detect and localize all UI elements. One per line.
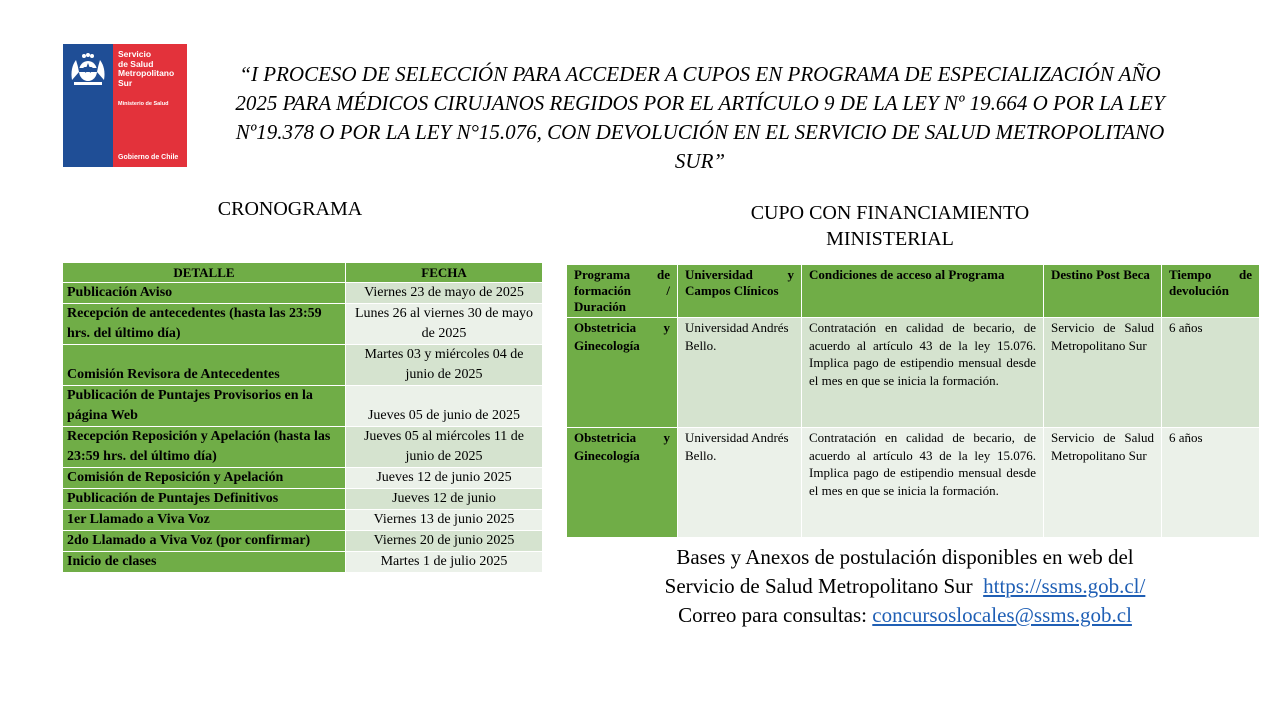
page-title: “I PROCESO DE SELECCIÓN PARA ACCEDER A CUPOS EN PROGRAMA DE ESPECIALIZACIÓN AÑO 2025 PARA MÉDICOS CIRUJANOS REGIDOS POR EL ARTÍCULO 9 DE LA LEY Nº 19.664 O POR LA LEY Nº19.378 O POR LA LEY N°15.076, CON DEVOLUCIÓN EN EL SERVICIO DE SALUD METROPOLITANO SUR” xyxy=(235,62,1165,173)
row-date: Viernes 13 de junio 2025 xyxy=(346,510,543,531)
coat-of-arms-icon xyxy=(68,50,108,88)
row-date: Jueves 05 al miércoles 11 de junio de 2025 xyxy=(346,427,543,468)
header-date: FECHA xyxy=(346,263,543,283)
header-detail: DETALLE xyxy=(63,263,346,283)
row-conditions: Contratación en calidad de becario, de acuerdo al artículo 43 de la ley 15.076. Implica pago de estipendio mensual desde el mes en que se inicia la formación. xyxy=(802,428,1044,538)
row-return-time: 6 años xyxy=(1162,428,1260,538)
row-conditions: Contratación en calidad de becario, de acuerdo al artículo 43 de la ley 15.076. Implica pago de estipendio mensual desde el mes en que se inicia la formación. xyxy=(802,318,1044,428)
row-destination: Servicio de Salud Metropolitano Sur xyxy=(1044,318,1162,428)
footer-line-2 xyxy=(580,572,1230,601)
table-row xyxy=(63,531,543,552)
row-detail: Publicación de Puntajes Provisorios en la página Web xyxy=(63,386,346,427)
table-row xyxy=(63,510,543,531)
table-header-row xyxy=(63,263,543,283)
row-program: Obstetricia y Ginecología xyxy=(567,428,678,538)
table-row xyxy=(63,552,543,573)
cupo-title: CUPO CON FINANCIAMIENTO MINISTERIAL xyxy=(750,202,1030,250)
cronograma-title: CRONOGRAMA xyxy=(217,198,363,220)
footer-line-1: Bases y Anexos de postulación disponibles en web del xyxy=(676,545,1134,569)
table-row xyxy=(63,283,543,304)
header-university: Universidad y Campos Clínicos xyxy=(678,265,802,318)
ssms-logo xyxy=(63,44,187,167)
email-link[interactable]: concursoslocales@ssms.gob.cl xyxy=(872,603,1132,627)
row-date: Viernes 20 de junio 2025 xyxy=(346,531,543,552)
header-destination: Destino Post Beca xyxy=(1044,265,1162,318)
logo-blue-panel xyxy=(63,44,113,167)
header-return-time: Tiempo de devolución xyxy=(1162,265,1260,318)
table-row xyxy=(63,489,543,510)
table-row xyxy=(63,427,543,468)
row-detail: 1er Llamado a Viva Voz xyxy=(63,510,346,531)
cronograma-table xyxy=(62,262,543,573)
footer-info xyxy=(580,543,1230,630)
table-header-row xyxy=(567,265,1260,318)
logo-org-name: Servicio de Salud Metropolitano Sur xyxy=(118,49,175,88)
row-date: Martes 03 y miércoles 04 de junio de 2025 xyxy=(346,345,543,386)
row-date: Jueves 12 de junio 2025 xyxy=(346,468,543,489)
row-date: Jueves 05 de junio de 2025 xyxy=(346,386,543,427)
row-university: Universidad Andrés Bello. xyxy=(678,318,802,428)
table-row xyxy=(63,386,543,427)
table-row xyxy=(567,428,1260,538)
logo-government: Gobierno de Chile xyxy=(118,154,179,161)
table-row xyxy=(63,345,543,386)
row-university: Universidad Andrés Bello. xyxy=(678,428,802,538)
footer-line-3 xyxy=(580,601,1230,630)
row-detail: Comisión de Reposición y Apelación xyxy=(63,468,346,489)
row-detail: Recepción de antecedentes (hasta las 23:59 hrs. del último día) xyxy=(63,304,346,345)
row-detail: Inicio de clases xyxy=(63,552,346,573)
logo-red-panel xyxy=(113,44,187,167)
row-date: Martes 1 de julio 2025 xyxy=(346,552,543,573)
logo-ministry: Ministerio de Salud xyxy=(118,101,169,107)
cupo-table xyxy=(566,264,1260,538)
row-date: Viernes 23 de mayo de 2025 xyxy=(346,283,543,304)
row-destination: Servicio de Salud Metropolitano Sur xyxy=(1044,428,1162,538)
table-row xyxy=(63,468,543,489)
row-date: Jueves 12 de junio xyxy=(346,489,543,510)
row-detail: Recepción Reposición y Apelación (hasta las 23:59 hrs. del último día) xyxy=(63,427,346,468)
row-detail: 2do Llamado a Viva Voz (por confirmar) xyxy=(63,531,346,552)
table-row xyxy=(567,318,1260,428)
row-date: Lunes 26 al viernes 30 de mayo de 2025 xyxy=(346,304,543,345)
footer-email-label: Correo para consultas: xyxy=(678,603,868,627)
row-detail: Publicación de Puntajes Definitivos xyxy=(63,489,346,510)
row-program: Obstetricia y Ginecología xyxy=(567,318,678,428)
header-conditions: Condiciones de acceso al Programa xyxy=(802,265,1044,318)
row-return-time: 6 años xyxy=(1162,318,1260,428)
table-row xyxy=(63,304,543,345)
header-program: Programa de formación / Duración xyxy=(567,265,678,318)
row-detail: Publicación Aviso xyxy=(63,283,346,304)
website-link[interactable]: https://ssms.gob.cl/ xyxy=(983,574,1146,598)
row-detail: Comisión Revisora de Antecedentes xyxy=(63,345,346,386)
footer-org: Servicio de Salud Metropolitano Sur xyxy=(664,574,973,598)
